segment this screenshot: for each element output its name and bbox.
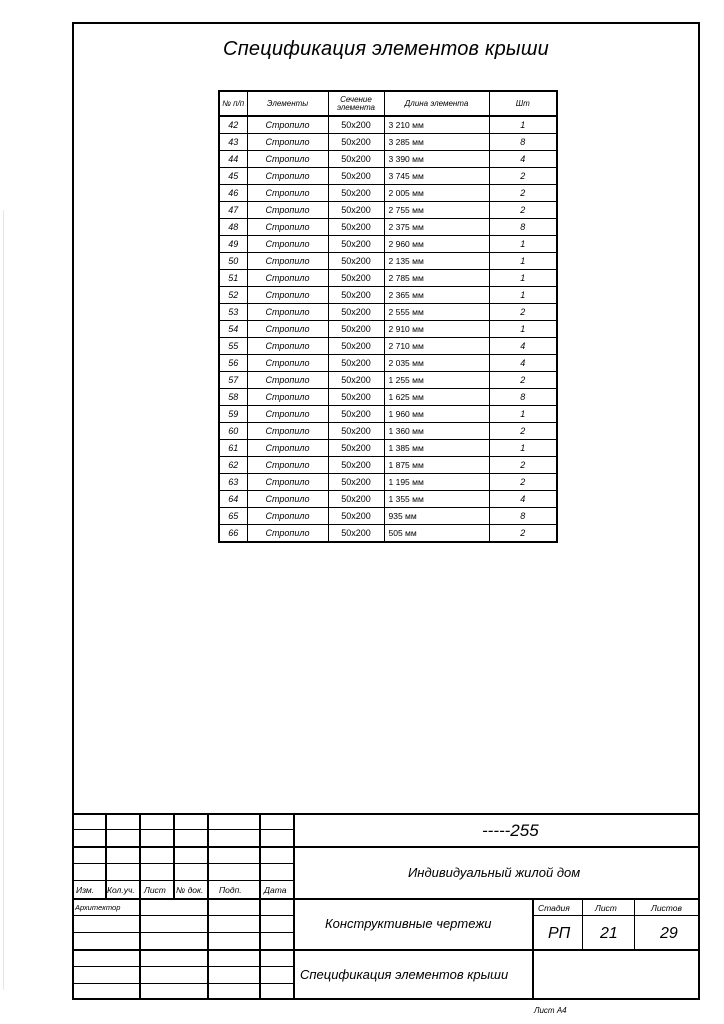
col-label-date: Дата — [264, 885, 287, 895]
col-label-sheet: Лист — [144, 885, 166, 895]
cell-number: 46 — [219, 185, 247, 202]
tb-vline — [139, 813, 141, 1000]
cell-element: Стропило — [247, 202, 328, 219]
cell-qty: 4 — [489, 338, 557, 355]
sheets-label: Листов — [651, 903, 682, 913]
cell-qty: 2 — [489, 304, 557, 321]
cell-number: 62 — [219, 457, 247, 474]
cell-section: 50x200 — [328, 406, 384, 423]
table-row — [219, 508, 557, 525]
cell-element: Стропило — [247, 270, 328, 287]
tb-vline — [582, 898, 583, 949]
cell-length: 3 210 мм — [384, 116, 489, 134]
specification-table — [218, 90, 558, 543]
cell-length: 2 035 мм — [384, 355, 489, 372]
cell-length: 1 360 мм — [384, 423, 489, 440]
col-label-change: Изм. — [76, 885, 95, 895]
cell-qty: 2 — [489, 474, 557, 491]
col-header-section: Сечение элемента — [328, 91, 384, 116]
table-header-row — [219, 91, 557, 116]
cell-length: 935 мм — [384, 508, 489, 525]
col-header-qty: Шт — [489, 91, 557, 116]
cell-qty: 2 — [489, 457, 557, 474]
cell-section: 50x200 — [328, 202, 384, 219]
project-name: Индивидуальный жилой дом — [408, 865, 581, 880]
cell-element: Стропило — [247, 474, 328, 491]
table-row — [219, 372, 557, 389]
table-row — [219, 304, 557, 321]
cell-qty: 1 — [489, 287, 557, 304]
cell-section: 50x200 — [328, 236, 384, 253]
cell-length: 2 375 мм — [384, 219, 489, 236]
cell-element: Стропило — [247, 151, 328, 168]
table-row — [219, 253, 557, 270]
cell-qty: 2 — [489, 423, 557, 440]
cell-section: 50x200 — [328, 168, 384, 185]
cell-length: 2 365 мм — [384, 287, 489, 304]
cell-length: 2 960 мм — [384, 236, 489, 253]
cell-section: 50x200 — [328, 423, 384, 440]
cell-qty: 2 — [489, 372, 557, 389]
cell-length: 1 960 мм — [384, 406, 489, 423]
cell-length: 3 745 мм — [384, 168, 489, 185]
cell-qty: 2 — [489, 525, 557, 543]
cell-element: Стропило — [247, 355, 328, 372]
cell-number: 51 — [219, 270, 247, 287]
cell-length: 2 785 мм — [384, 270, 489, 287]
cell-qty: 1 — [489, 321, 557, 338]
cell-number: 45 — [219, 168, 247, 185]
col-label-count: Кол.уч. — [107, 885, 135, 895]
tb-vline — [173, 813, 175, 900]
cell-section: 50x200 — [328, 321, 384, 338]
cell-number: 47 — [219, 202, 247, 219]
cell-qty: 8 — [489, 219, 557, 236]
cell-qty: 1 — [489, 270, 557, 287]
table-row — [219, 474, 557, 491]
table-row — [219, 287, 557, 304]
cell-section: 50x200 — [328, 508, 384, 525]
cell-element: Стропило — [247, 134, 328, 151]
cell-section: 50x200 — [328, 474, 384, 491]
cell-length: 3 390 мм — [384, 151, 489, 168]
cell-qty: 2 — [489, 168, 557, 185]
cell-length: 1 355 мм — [384, 491, 489, 508]
cell-element: Стропило — [247, 236, 328, 253]
cell-section: 50x200 — [328, 185, 384, 202]
cell-number: 44 — [219, 151, 247, 168]
table-row — [219, 134, 557, 151]
table-body — [219, 116, 557, 542]
sheet-title: Спецификация элементов крыши — [223, 38, 549, 60]
tb-vline — [207, 813, 209, 1000]
table-row — [219, 406, 557, 423]
table-row — [219, 440, 557, 457]
tb-vline — [293, 813, 295, 1000]
cell-section: 50x200 — [328, 270, 384, 287]
cell-section: 50x200 — [328, 440, 384, 457]
cell-section: 50x200 — [328, 525, 384, 543]
cell-number: 52 — [219, 287, 247, 304]
cell-length: 1 255 мм — [384, 372, 489, 389]
table-row — [219, 355, 557, 372]
cell-number: 64 — [219, 491, 247, 508]
cell-length: 2 755 мм — [384, 202, 489, 219]
table-row — [219, 202, 557, 219]
cell-qty: 8 — [489, 389, 557, 406]
cell-section: 50x200 — [328, 355, 384, 372]
cell-qty: 4 — [489, 151, 557, 168]
table-row — [219, 116, 557, 134]
sheet-title-stamp: Спецификация элементов крыши — [300, 967, 509, 982]
cell-number: 42 — [219, 116, 247, 134]
tb-grid-line — [72, 949, 700, 951]
section-name: Конструктивные чертежи — [325, 916, 492, 931]
cell-section: 50x200 — [328, 372, 384, 389]
cell-length: 1 385 мм — [384, 440, 489, 457]
cell-number: 58 — [219, 389, 247, 406]
cell-section: 50x200 — [328, 338, 384, 355]
cell-qty: 8 — [489, 508, 557, 525]
table-row — [219, 270, 557, 287]
sheet-label: Лист — [595, 903, 617, 913]
cell-element: Стропило — [247, 321, 328, 338]
tb-grid-line — [72, 846, 700, 848]
cell-section: 50x200 — [328, 491, 384, 508]
cell-element: Стропило — [247, 457, 328, 474]
cell-length: 505 мм — [384, 525, 489, 543]
stage-value: РП — [548, 925, 571, 942]
cell-qty: 4 — [489, 491, 557, 508]
cell-section: 50x200 — [328, 134, 384, 151]
col-label-signature: Подп. — [219, 885, 242, 895]
table-row — [219, 321, 557, 338]
table-row — [219, 168, 557, 185]
cell-element: Стропило — [247, 423, 328, 440]
cell-section: 50x200 — [328, 304, 384, 321]
col-header-element: Элементы — [247, 91, 328, 116]
tb-vline — [532, 898, 534, 1000]
cell-qty: 8 — [489, 134, 557, 151]
cell-number: 63 — [219, 474, 247, 491]
cell-number: 53 — [219, 304, 247, 321]
cell-number: 49 — [219, 236, 247, 253]
table-row — [219, 423, 557, 440]
cell-number: 54 — [219, 321, 247, 338]
table-row — [219, 457, 557, 474]
tb-top-line — [72, 813, 700, 815]
cell-number: 57 — [219, 372, 247, 389]
cell-number: 61 — [219, 440, 247, 457]
cell-length: 2 135 мм — [384, 253, 489, 270]
cell-length: 3 285 мм — [384, 134, 489, 151]
cell-element: Стропило — [247, 491, 328, 508]
cell-length: 2 910 мм — [384, 321, 489, 338]
cell-element: Стропило — [247, 185, 328, 202]
cell-element: Стропило — [247, 219, 328, 236]
cell-element: Стропило — [247, 304, 328, 321]
cell-length: 1 195 мм — [384, 474, 489, 491]
cell-number: 55 — [219, 338, 247, 355]
cell-qty: 4 — [489, 355, 557, 372]
cell-element: Стропило — [247, 253, 328, 270]
cell-length: 1 875 мм — [384, 457, 489, 474]
table-row — [219, 338, 557, 355]
cell-qty: 1 — [489, 440, 557, 457]
cell-element: Стропило — [247, 116, 328, 134]
cell-qty: 2 — [489, 185, 557, 202]
drawing-code: -----255 — [482, 821, 539, 840]
tb-vline — [634, 898, 635, 949]
cell-section: 50x200 — [328, 389, 384, 406]
cell-qty: 1 — [489, 253, 557, 270]
cell-qty: 1 — [489, 236, 557, 253]
table-row — [219, 185, 557, 202]
tb-vline — [259, 813, 261, 1000]
cell-length: 2 555 мм — [384, 304, 489, 321]
cell-length: 2 710 мм — [384, 338, 489, 355]
cell-qty: 2 — [489, 202, 557, 219]
cell-qty: 1 — [489, 116, 557, 134]
col-label-doc: № док. — [176, 885, 204, 895]
table-row — [219, 389, 557, 406]
stage-label: Стадия — [538, 903, 570, 913]
col-header-number: № п/п — [219, 91, 247, 116]
cell-qty: 1 — [489, 406, 557, 423]
cell-section: 50x200 — [328, 151, 384, 168]
format-note: Лист А4 — [534, 1006, 567, 1015]
sheets-total: 29 — [660, 925, 678, 942]
page-margin-line — [3, 210, 4, 990]
cell-length: 2 005 мм — [384, 185, 489, 202]
tb-grid-line — [532, 915, 700, 916]
cell-element: Стропило — [247, 287, 328, 304]
table-row — [219, 151, 557, 168]
cell-element: Стропило — [247, 168, 328, 185]
table-row — [219, 525, 557, 543]
table-row — [219, 491, 557, 508]
cell-section: 50x200 — [328, 219, 384, 236]
cell-number: 65 — [219, 508, 247, 525]
table-row — [219, 236, 557, 253]
cell-element: Стропило — [247, 372, 328, 389]
tb-grid-line — [72, 898, 700, 900]
sheet-number: 21 — [600, 925, 618, 942]
cell-number: 50 — [219, 253, 247, 270]
cell-number: 48 — [219, 219, 247, 236]
role-architect: Архитектор — [75, 903, 121, 912]
table-row — [219, 219, 557, 236]
cell-section: 50x200 — [328, 287, 384, 304]
cell-section: 50x200 — [328, 116, 384, 134]
cell-element: Стропило — [247, 389, 328, 406]
cell-number: 66 — [219, 525, 247, 543]
col-header-length: Длина элемента — [384, 91, 489, 116]
cell-element: Стропило — [247, 338, 328, 355]
cell-section: 50x200 — [328, 253, 384, 270]
cell-number: 59 — [219, 406, 247, 423]
cell-element: Стропило — [247, 525, 328, 543]
cell-section: 50x200 — [328, 457, 384, 474]
cell-element: Стропило — [247, 440, 328, 457]
cell-number: 60 — [219, 423, 247, 440]
cell-number: 56 — [219, 355, 247, 372]
cell-element: Стропило — [247, 406, 328, 423]
cell-length: 1 625 мм — [384, 389, 489, 406]
cell-element: Стропило — [247, 508, 328, 525]
cell-number: 43 — [219, 134, 247, 151]
